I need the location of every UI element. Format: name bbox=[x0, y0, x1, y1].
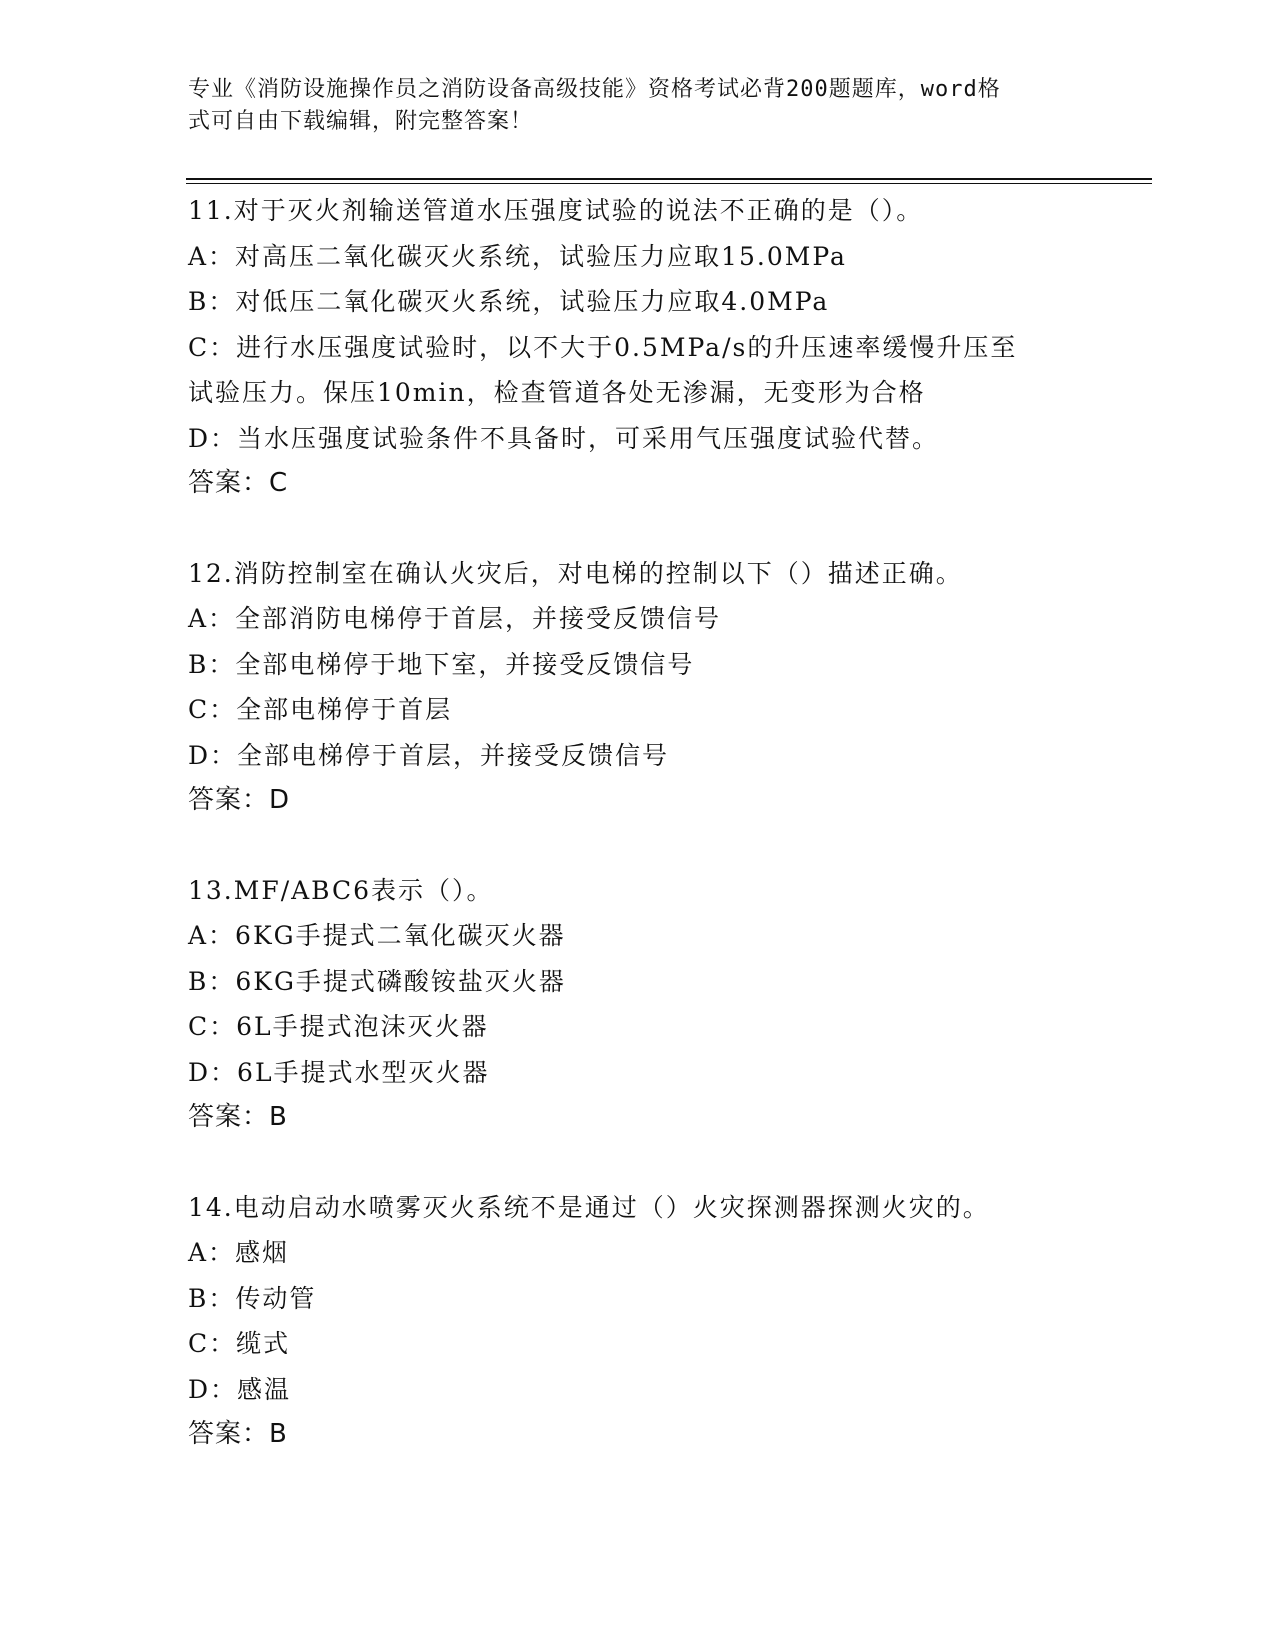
question-12 bbox=[188, 551, 1088, 824]
question-stem: 11.对于灭火剂输送管道水压强度试验的说法不正确的是（）。 bbox=[188, 196, 924, 225]
option-a: A：6KG手提式二氧化碳灭火器 bbox=[188, 921, 566, 950]
question-11 bbox=[188, 188, 1088, 507]
question-stem: 12.消防控制室在确认火灾后，对电梯的控制以下（）描述正确。 bbox=[188, 558, 963, 588]
question-stem: 13.MF/ABC6表示（）。 bbox=[188, 875, 494, 905]
answer: 答案：C bbox=[188, 468, 289, 498]
answer: 答案：B bbox=[188, 1102, 288, 1132]
option-c-continued: 试验压力。保压10min，检查管道各处无渗漏，无变形为合格 bbox=[188, 378, 926, 407]
header-divider-thin bbox=[186, 183, 1152, 184]
option-b: B：传动管 bbox=[188, 1283, 317, 1313]
option-d: D：当水压强度试验条件不具备时，可采用气压强度试验代替。 bbox=[188, 423, 940, 453]
header-divider-thick bbox=[186, 178, 1152, 180]
question-14 bbox=[188, 1185, 1088, 1458]
header-line-1: 专业《消防设施操作员之消防设备高级技能》资格考试必背200题题库，word格 bbox=[188, 77, 1001, 102]
option-b: B：全部电梯停于地下室，并接受反馈信号 bbox=[188, 649, 695, 679]
option-a: A：全部消防电梯停于首层，并接受反馈信号 bbox=[188, 604, 722, 633]
answer: 答案：D bbox=[188, 785, 291, 815]
option-b: B：6KG手提式磷酸铵盐灭火器 bbox=[188, 966, 566, 996]
question-stem: 14.电动启动水喷雾灭火系统不是通过（）火灾探测器探测火灾的。 bbox=[188, 1192, 990, 1222]
option-d: D：6L手提式水型灭火器 bbox=[188, 1057, 490, 1087]
question-list bbox=[188, 188, 1088, 1502]
option-d: D：感温 bbox=[188, 1374, 292, 1404]
answer: 答案：B bbox=[188, 1419, 288, 1449]
question-13 bbox=[188, 868, 1088, 1141]
header-line-2: 式可自由下载编辑，附完整答案！ bbox=[188, 109, 534, 134]
option-d: D：全部电梯停于首层，并接受反馈信号 bbox=[188, 740, 670, 770]
option-c: C：6L手提式泡沫灭火器 bbox=[188, 1012, 489, 1041]
page-header bbox=[188, 74, 1088, 138]
option-c: C：缆式 bbox=[188, 1329, 291, 1358]
option-a: A：感烟 bbox=[188, 1238, 290, 1267]
option-c: C：全部电梯停于首层 bbox=[188, 695, 453, 724]
option-a: A：对高压二氧化碳灭火系统，试验压力应取15.0MPa bbox=[188, 241, 847, 271]
option-c: C：进行水压强度试验时，以不大于0.5MPa/s的升压速率缓慢升压至 bbox=[188, 332, 1018, 362]
option-b: B：对低压二氧化碳灭火系统，试验压力应取4.0MPa bbox=[188, 287, 830, 316]
